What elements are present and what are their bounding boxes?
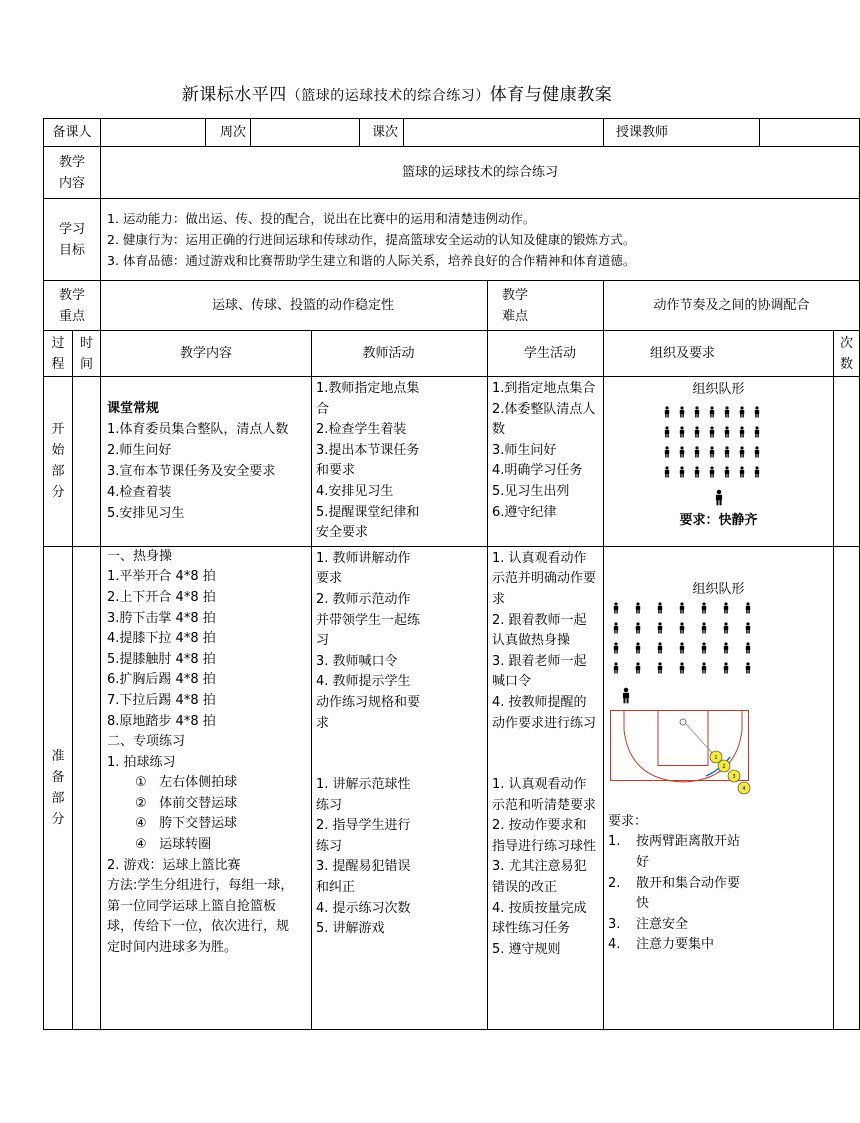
start-time bbox=[73, 377, 101, 547]
student-figure bbox=[739, 466, 743, 477]
key-point-value: 运球、传球、投篮的动作稳定性 bbox=[101, 281, 488, 331]
student-figure bbox=[614, 622, 618, 633]
start-student-activity: 1.到指定地点集合 2.体委整队清点人 数 3.师生问好 4.明确学习任务 5.见习生出列 6.遵守纪律 bbox=[488, 377, 604, 547]
student-figure bbox=[658, 602, 662, 613]
start-content bbox=[101, 377, 312, 547]
preparer-value[interactable] bbox=[101, 119, 206, 147]
student-figure bbox=[746, 642, 750, 653]
list-item: 2.师生问好 bbox=[107, 443, 172, 459]
page-title: 新课标水平四（篮球的运球技术的综合练习）体育与健康教案 bbox=[181, 85, 613, 105]
lesson-label: 课次 bbox=[360, 119, 404, 147]
student-figure bbox=[664, 446, 668, 457]
key-point-label: 教学 重点 bbox=[44, 281, 101, 331]
prep-teacher-activity: 1. 教师讲解动作 要求 2. 教师示范动作 并带领学生一起练 习 3. 教师喊口令 4. 教师提示学生 动作练习规格和要 求 1. 讲解示范球性 练习 2. 指导学生进行 练习 3. 提醒易犯错误 和纠正 4. 提示练习次数 5. 讲解游戏 bbox=[312, 546, 488, 1029]
prep-student-activity: 1. 认真观看动作 示范并明确动作要 求 2. 跟着教师一起 认真做热身操 3. 跟着老师一起 喊口令 4. 按教师提醒的 动作要求进行练习 1. 认真观看动作 示范和听清楚要求 2. 按动作要求和 指导进行练习球性 3. 尤其注意易犯 错误的改正 4. 按质按量完成 球性练习任务 5. 遵守规则 bbox=[488, 546, 604, 1029]
student-figure bbox=[680, 622, 684, 633]
goals-list bbox=[101, 199, 860, 281]
student-figure bbox=[679, 406, 683, 417]
student-figure bbox=[702, 622, 706, 633]
week-label: 周次 bbox=[206, 119, 251, 147]
student-figure bbox=[709, 406, 713, 417]
student-figure bbox=[724, 406, 728, 417]
student-figure bbox=[754, 406, 758, 417]
content-value: 篮球的运球技术的综合练习 bbox=[101, 147, 860, 199]
student-figure bbox=[664, 426, 668, 437]
student-figure bbox=[658, 642, 662, 653]
start-organization bbox=[604, 377, 834, 547]
student-figure bbox=[739, 406, 743, 417]
student-figure bbox=[623, 688, 629, 704]
student-figure bbox=[739, 446, 743, 457]
goal-item: 1. 运动能力：做出运、传、投的配合，说出在比赛中的运用和清楚违例动作。 bbox=[107, 211, 536, 226]
formation-diagram bbox=[610, 600, 760, 710]
week-value[interactable] bbox=[251, 119, 360, 147]
phase-start: 开 始 部 分 bbox=[44, 377, 73, 547]
formation-title: 组织队形 bbox=[692, 382, 745, 397]
list-item: 4.检查着装 bbox=[107, 485, 172, 501]
student-figure bbox=[614, 602, 618, 613]
list-item: 3.宣布本节课任务及安全要求 bbox=[107, 464, 276, 480]
student-figure bbox=[754, 426, 758, 437]
prep-content: 一、热身操 1.平举开合 4*8 拍 2.上下开合 4*8 拍 3.胯下击掌 4*8 拍 4.提膝下拉 4*8 拍 5.提膝触肘 4*8 拍 6.扩胸后踢 4*8 拍 7.下拉后踢 4*8 拍 8.原地踏步 4*8 拍 二、专项练习 1. 拍球练习 ① 左右体侧拍球 ② 体前交替运球 ④ 胯下交替运球 ④ 运球转圈 2. 游戏：运球上篮比赛 方法:学生分组进行，每组一球， 第一位同学运球上篮自抢篮板 球，传给下一位，依次进行，规 定时间内进球多为胜。 bbox=[101, 546, 312, 1029]
col-org: 组织及要求 bbox=[604, 331, 834, 377]
student-figure bbox=[636, 602, 640, 613]
prep-count bbox=[834, 546, 860, 1029]
ball-label: 4 bbox=[742, 785, 746, 792]
court-diagram bbox=[610, 710, 760, 812]
goal-item: 2. 健康行为：运用正确的行进间运球和传球动作，提高篮球安全运动的认知及健康的锻炼方式。 bbox=[107, 232, 636, 247]
formation-diagram bbox=[659, 404, 779, 510]
routine-title: 课堂常规 bbox=[107, 401, 160, 417]
student-figure bbox=[694, 406, 698, 417]
student-figure bbox=[694, 446, 698, 457]
lesson-value[interactable] bbox=[404, 119, 604, 147]
student-figure bbox=[724, 642, 728, 653]
difficulty-label: 教学 难点 bbox=[488, 281, 604, 331]
student-figure bbox=[636, 642, 640, 653]
student-figure bbox=[702, 642, 706, 653]
student-figure bbox=[709, 446, 713, 457]
formation-title: 组织队形 bbox=[692, 581, 745, 597]
student-figure bbox=[694, 466, 698, 477]
goal-item: 3. 体育品德：通过游戏和比赛帮助学生建立和谐的人际关系，培养良好的合作精神和体育道德。 bbox=[107, 253, 636, 268]
student-figure bbox=[746, 622, 750, 633]
student-figure bbox=[746, 602, 750, 613]
list-item: 5.安排见习生 bbox=[107, 506, 185, 522]
student-figure bbox=[658, 662, 662, 673]
prep-time bbox=[73, 546, 101, 1029]
preparer-label: 备课人 bbox=[44, 119, 101, 147]
student-figure bbox=[724, 446, 728, 457]
student-figure bbox=[702, 662, 706, 673]
student-figure bbox=[694, 426, 698, 437]
student-figure bbox=[679, 426, 683, 437]
content-label: 教学 内容 bbox=[44, 147, 101, 199]
student-figure bbox=[746, 662, 750, 673]
student-figure bbox=[664, 406, 668, 417]
student-figure bbox=[679, 446, 683, 457]
student-figure bbox=[724, 602, 728, 613]
student-figure bbox=[658, 622, 662, 633]
student-figure bbox=[679, 466, 683, 477]
student-figure bbox=[664, 466, 668, 477]
goals-label: 学习 目标 bbox=[44, 199, 101, 281]
col-count: 次 数 bbox=[834, 331, 860, 377]
teacher-value[interactable] bbox=[760, 119, 860, 147]
student-figure bbox=[715, 490, 721, 506]
student-figure bbox=[636, 622, 640, 633]
phase-prep: 准 备 部 分 bbox=[44, 546, 73, 1029]
start-teacher-activity: 1.教师指定地点集 合 2.检查学生着装 3.提出本节课任务 和要求 4.安排见习生 5.提醒课堂纪律和 安全要求 bbox=[312, 377, 488, 547]
col-teacher: 教师活动 bbox=[312, 331, 488, 377]
requirement-label: 要求： bbox=[608, 813, 648, 829]
ball-label: 3 bbox=[732, 773, 736, 780]
student-figure bbox=[614, 642, 618, 653]
col-content: 教学内容 bbox=[101, 331, 312, 377]
student-figure bbox=[680, 642, 684, 653]
col-process: 过 程 bbox=[44, 331, 73, 377]
student-figure bbox=[724, 426, 728, 437]
student-figure bbox=[754, 466, 758, 477]
student-figure bbox=[709, 426, 713, 437]
ball-label: 1 bbox=[714, 754, 718, 761]
formation-requirement: 要求：快静齐 bbox=[679, 513, 758, 528]
prep-organization: 组织队形 1 2 3 4 要求： 1. 按两臂距离散开站 好 2. 散开和集合动作要 快 3. 注意安全 4. 注意力要集中 bbox=[604, 546, 834, 1029]
list-item: 1.体育委员集合整队，清点人数 bbox=[107, 422, 289, 438]
student-figure bbox=[724, 466, 728, 477]
student-figure bbox=[724, 662, 728, 673]
student-figure bbox=[724, 622, 728, 633]
student-figure bbox=[739, 426, 743, 437]
student-figure bbox=[636, 662, 640, 673]
student-figure bbox=[754, 446, 758, 457]
student-figure bbox=[702, 602, 706, 613]
teacher-label: 授课教师 bbox=[604, 119, 760, 147]
col-student: 学生活动 bbox=[488, 331, 604, 377]
ball-label: 2 bbox=[722, 763, 726, 770]
lesson-plan-table bbox=[43, 118, 860, 1030]
col-time: 时 间 bbox=[73, 331, 101, 377]
start-count bbox=[834, 377, 860, 547]
student-figure bbox=[709, 466, 713, 477]
student-figure bbox=[614, 662, 618, 673]
student-figure bbox=[680, 602, 684, 613]
difficulty-value: 动作节奏及之间的协调配合 bbox=[604, 281, 860, 331]
student-figure bbox=[680, 662, 684, 673]
